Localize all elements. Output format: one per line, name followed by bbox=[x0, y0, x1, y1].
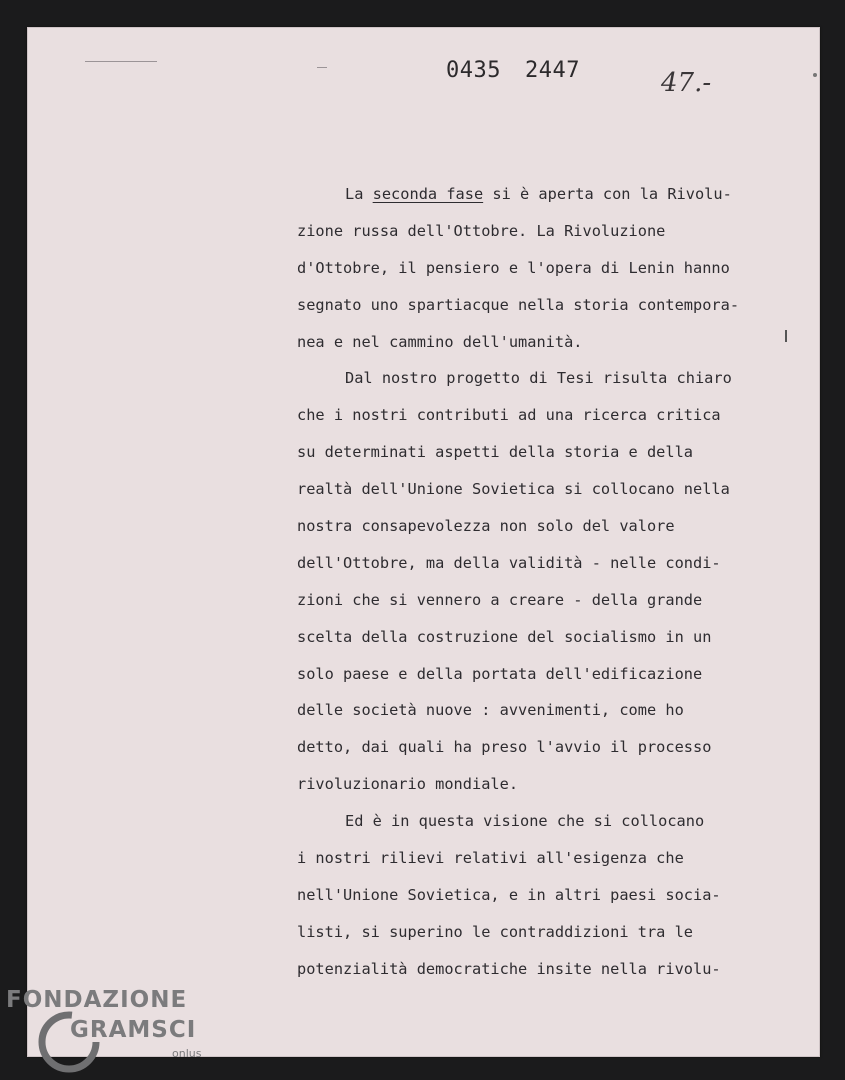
watermark-line1: FONDAZIONE bbox=[6, 987, 188, 1013]
stamp-number-2: 2447 bbox=[524, 58, 580, 83]
text-run: La bbox=[345, 185, 373, 203]
text-line bbox=[297, 951, 767, 988]
text-run: dell'Ottobre, ma della validità - nelle condi- bbox=[297, 553, 721, 572]
text-run: nostra consapevolezza non solo del valore bbox=[297, 517, 675, 536]
text-line bbox=[297, 508, 767, 545]
text-line bbox=[297, 176, 767, 213]
text-run: zioni che si vennero a creare - della grande bbox=[297, 590, 703, 609]
text-run: solo paese e della portata dell'edificazione bbox=[297, 664, 703, 683]
text-run: potenzialità democratiche insite nella rivolu- bbox=[297, 959, 721, 978]
text-line bbox=[297, 914, 767, 951]
text-run: delle società nuove : avvenimenti, come ho bbox=[297, 701, 684, 720]
text-line bbox=[297, 324, 767, 361]
text-line bbox=[297, 360, 767, 397]
top-dash bbox=[317, 67, 327, 68]
text-line bbox=[297, 619, 767, 656]
text-run: segnato uno spartiacque nella storia contempora- bbox=[297, 295, 740, 314]
text-run: listi, si superino le contraddizioni tra le bbox=[297, 922, 694, 941]
text-line bbox=[297, 471, 767, 508]
text-line bbox=[297, 803, 767, 840]
text-line bbox=[297, 656, 767, 693]
text-run: che i nostri contributi ad una ricerca critica bbox=[297, 406, 721, 425]
text-run: scelta della costruzione del socialismo in un bbox=[297, 627, 712, 646]
text-line bbox=[297, 434, 767, 471]
handwritten-page-number: 47.- bbox=[661, 68, 712, 98]
text-run: rivoluzionario mondiale. bbox=[297, 775, 519, 794]
text-run: su determinati aspetti della storia e della bbox=[297, 443, 694, 462]
text-run: Dal nostro progetto di Tesi risulta chiaro bbox=[345, 369, 732, 388]
text-run: nea e nel cammino dell'umanità. bbox=[297, 332, 583, 351]
watermark-line2: GRAMSCI bbox=[70, 1017, 197, 1043]
text-line bbox=[297, 397, 767, 434]
document-body bbox=[297, 176, 767, 988]
text-line bbox=[297, 840, 767, 877]
text-run: d'Ottobre, il pensiero e l'opera di Lenin hanno bbox=[297, 258, 730, 277]
text-line bbox=[297, 213, 767, 250]
corner-mark bbox=[813, 73, 817, 77]
text-run: zione russa dell'Ottobre. La Rivoluzione bbox=[297, 221, 666, 240]
underlined-text: seconda fase bbox=[372, 185, 484, 203]
text-line bbox=[297, 545, 767, 582]
archive-stamp-numbers bbox=[446, 58, 604, 83]
text-run: si è aperta con la Rivolu- bbox=[483, 185, 732, 203]
text-line bbox=[297, 692, 767, 729]
watermark-logo bbox=[6, 987, 216, 1077]
text-run: Ed è in questa visione che si collocano bbox=[345, 812, 705, 831]
text-line bbox=[297, 766, 767, 803]
text-run: realtà dell'Unione Sovietica si collocano nella bbox=[297, 480, 730, 499]
stamp-number-1: 0435 bbox=[446, 58, 501, 83]
watermark-line3: onlus bbox=[172, 1047, 202, 1060]
text-line bbox=[297, 582, 767, 619]
text-line bbox=[297, 250, 767, 287]
text-line bbox=[297, 729, 767, 766]
margin-mark bbox=[785, 330, 787, 342]
text-run: i nostri rilievi relativi all'esigenza che bbox=[297, 849, 684, 868]
top-rule bbox=[85, 61, 157, 62]
text-line bbox=[297, 877, 767, 914]
text-line bbox=[297, 287, 767, 324]
text-run: nell'Unione Sovietica, e in altri paesi socia- bbox=[297, 885, 721, 904]
text-run: detto, dai quali ha preso l'avvio il processo bbox=[297, 738, 712, 757]
